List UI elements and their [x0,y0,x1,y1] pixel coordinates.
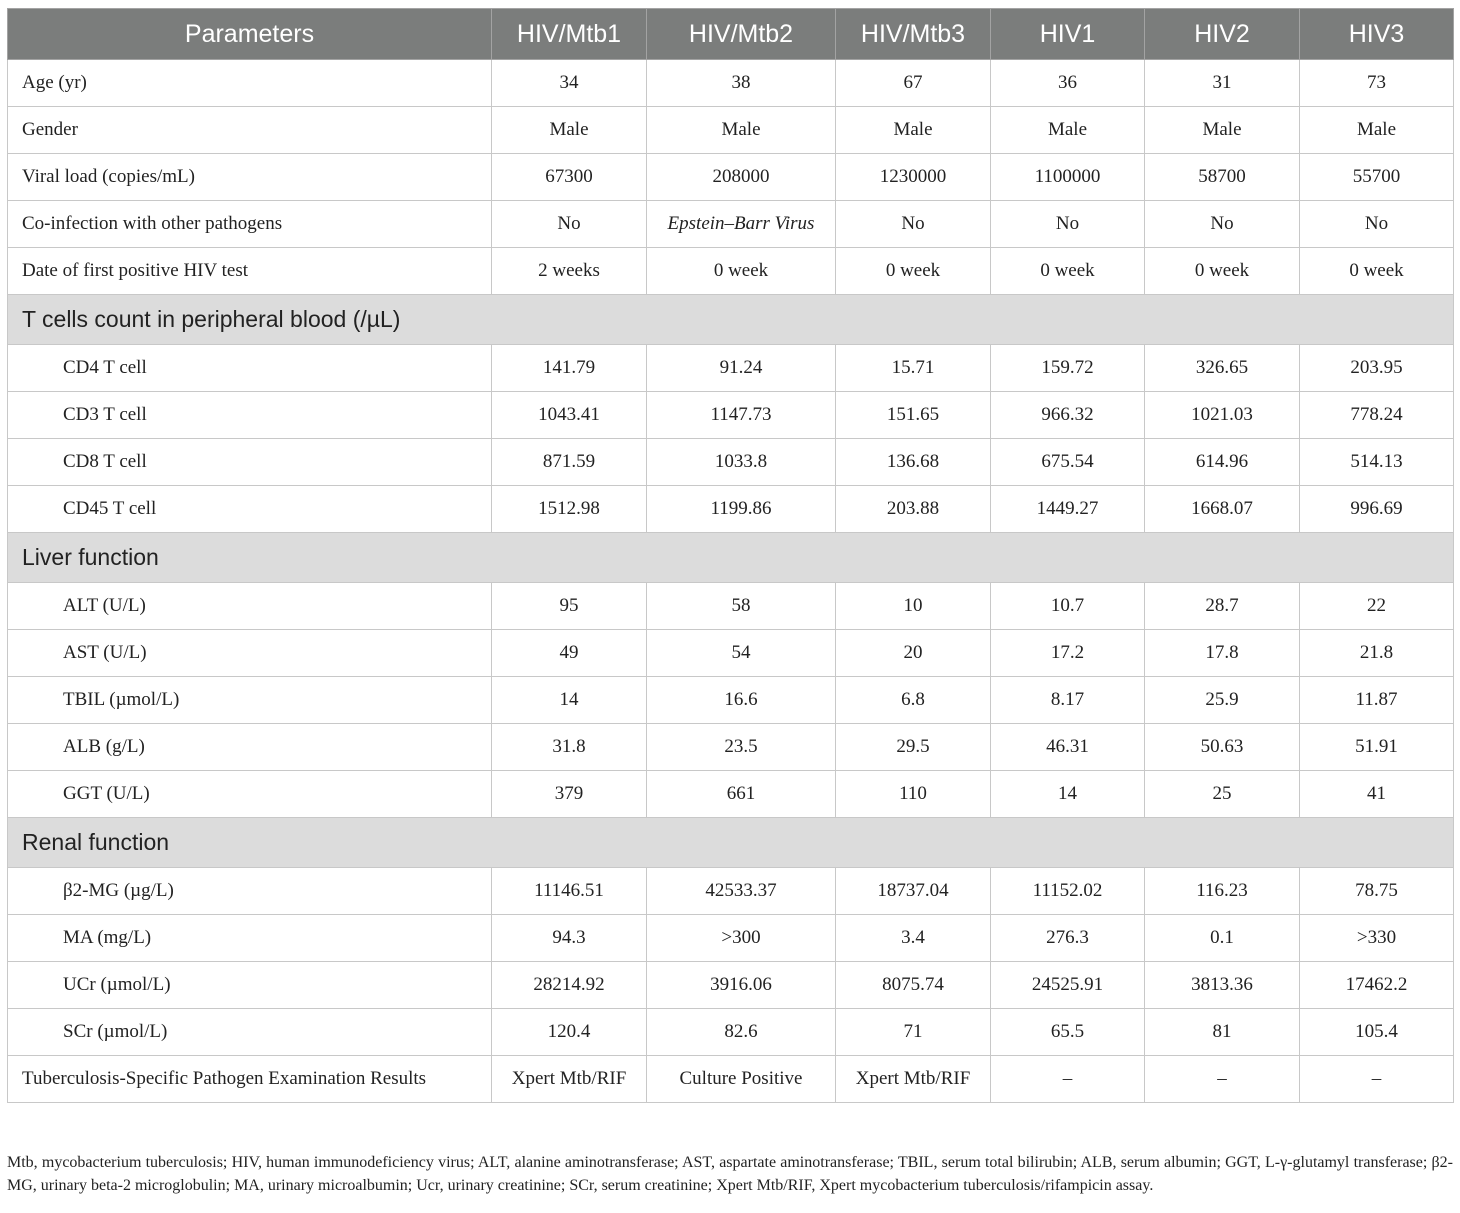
cell-value: 1199.86 [647,486,836,533]
table-header [8,9,1454,60]
cell-value: 778.24 [1300,392,1454,439]
table-footnote: Mtb, mycobacterium tuberculosis; HIV, human immunodeficiency virus; ALT, alanine aminotransferase; AST, aspartate aminotransferase; TBIL, serum total bilirubin; ALB, serum albumin; GGT, L-γ-glutamyl transferase; β2-MG, urinary beta-2 microglobulin; MA, urinary microalbumin; Ucr, urinary creatinine; SCr, serum creatinine; Xpert Mtb/RIF, Xpert mycobacterium tuberculosis/rifampicin assay. [7,1154,1453,1194]
row-label: MA (mg/L) [8,915,492,962]
cell-value: No [1145,201,1300,248]
cell-value: 58700 [1145,154,1300,201]
cell-value: 0 week [1300,248,1454,295]
cell-value: 1449.27 [991,486,1145,533]
cell-value: 996.69 [1300,486,1454,533]
table-row-age [8,60,1454,107]
table-row-co-infection [8,201,1454,248]
table-row-b2mg [8,868,1454,915]
row-label: ALB (g/L) [8,724,492,771]
cell-value: 34 [492,60,647,107]
table-row-cd3 [8,392,1454,439]
header-row [8,9,1454,60]
cell-value: 41 [1300,771,1454,818]
cell-value: 17462.2 [1300,962,1454,1009]
cell-value: Male [1300,107,1454,154]
header-hiv1: HIV1 [991,9,1145,60]
cell-value: 14 [492,677,647,724]
cell-value: 81 [1145,1009,1300,1056]
cell-value: 28214.92 [492,962,647,1009]
table-row-cd45 [8,486,1454,533]
cell-value: 25 [1145,771,1300,818]
table-row-viral-load [8,154,1454,201]
cell-value: 1668.07 [1145,486,1300,533]
cell-value: – [991,1056,1145,1103]
row-label: Gender [8,107,492,154]
cell-value: 8.17 [991,677,1145,724]
cell-value: 31 [1145,60,1300,107]
cell-value: 110 [836,771,991,818]
cell-value: Culture Positive [647,1056,836,1103]
cell-value: 0.1 [1145,915,1300,962]
cell-value: 29.5 [836,724,991,771]
row-label: CD45 T cell [8,486,492,533]
cell-value: 151.65 [836,392,991,439]
cell-value: 116.23 [1145,868,1300,915]
cell-value: 6.8 [836,677,991,724]
header-hiv-mtb2: HIV/Mtb2 [647,9,836,60]
cell-value: 36 [991,60,1145,107]
cell-value: 1512.98 [492,486,647,533]
cell-value: 0 week [647,248,836,295]
cell-value: 28.7 [1145,583,1300,630]
row-label: UCr (µmol/L) [8,962,492,1009]
section-title: T cells count in peripheral blood (/µL) [8,295,1454,345]
cell-value: 73 [1300,60,1454,107]
cell-value: – [1300,1056,1454,1103]
section-row-liver-function [8,533,1454,583]
cell-value: Male [836,107,991,154]
cell-value: 17.8 [1145,630,1300,677]
cell-value: 203.88 [836,486,991,533]
row-label: TBIL (µmol/L) [8,677,492,724]
table-row-tbil [8,677,1454,724]
cell-value: 54 [647,630,836,677]
table-row-alb [8,724,1454,771]
cell-value: 17.2 [991,630,1145,677]
header-parameters: Parameters [8,9,492,60]
section-title: Renal function [8,818,1454,868]
row-label: Age (yr) [8,60,492,107]
header-hiv-mtb3: HIV/Mtb3 [836,9,991,60]
cell-value: No [991,201,1145,248]
table-row-tb-pathogen-results [8,1056,1454,1103]
section-title: Liver function [8,533,1454,583]
table-row-first-positive-test [8,248,1454,295]
cell-value: 14 [991,771,1145,818]
header-hiv3: HIV3 [1300,9,1454,60]
cell-value: 8075.74 [836,962,991,1009]
cell-value: 50.63 [1145,724,1300,771]
section-row-t-cells [8,295,1454,345]
cell-value: 614.96 [1145,439,1300,486]
cell-value: 514.13 [1300,439,1454,486]
cell-value: 10.7 [991,583,1145,630]
cell-value: 67300 [492,154,647,201]
cell-value: 20 [836,630,991,677]
cell-value: 55700 [1300,154,1454,201]
row-label: SCr (µmol/L) [8,1009,492,1056]
cell-value: No [1300,201,1454,248]
cell-value: Xpert Mtb/RIF [492,1056,647,1103]
row-label: Tuberculosis-Specific Pathogen Examination Results [8,1056,492,1103]
cell-value: 82.6 [647,1009,836,1056]
cell-value: Epstein–Barr Virus [647,201,836,248]
cell-value: 1021.03 [1145,392,1300,439]
cell-value: 159.72 [991,345,1145,392]
cell-value: No [836,201,991,248]
cell-value: 276.3 [991,915,1145,962]
cell-value: 78.75 [1300,868,1454,915]
table-row-alt [8,583,1454,630]
cell-value: 120.4 [492,1009,647,1056]
cell-value: 1033.8 [647,439,836,486]
cell-value: 966.32 [991,392,1145,439]
cell-value: 58 [647,583,836,630]
cell-value: Male [1145,107,1300,154]
table-row-ma [8,915,1454,962]
table-row-ucr [8,962,1454,1009]
table-body [8,60,1454,1103]
cell-value: 67 [836,60,991,107]
cell-value: 11.87 [1300,677,1454,724]
cell-value: 23.5 [647,724,836,771]
cell-value: 2 weeks [492,248,647,295]
cell-value: 51.91 [1300,724,1454,771]
row-label: GGT (U/L) [8,771,492,818]
cell-value: No [492,201,647,248]
cell-value: 3916.06 [647,962,836,1009]
cell-value: 136.68 [836,439,991,486]
cell-value: 71 [836,1009,991,1056]
cell-value: 21.8 [1300,630,1454,677]
cell-value: 661 [647,771,836,818]
table-row-gender [8,107,1454,154]
header-hiv-mtb1: HIV/Mtb1 [492,9,647,60]
cell-value: 379 [492,771,647,818]
cell-value: 0 week [991,248,1145,295]
cell-value: 25.9 [1145,677,1300,724]
row-label: Viral load (copies/mL) [8,154,492,201]
cell-value: 95 [492,583,647,630]
row-label: β2-MG (µg/L) [8,868,492,915]
row-label: ALT (U/L) [8,583,492,630]
cell-value: 42533.37 [647,868,836,915]
table-row-cd4 [8,345,1454,392]
cell-value: 326.65 [1145,345,1300,392]
cell-value: 1043.41 [492,392,647,439]
cell-value: 871.59 [492,439,647,486]
row-label: CD8 T cell [8,439,492,486]
cell-value: 0 week [836,248,991,295]
cell-value: Male [991,107,1145,154]
cell-value: 1230000 [836,154,991,201]
cell-value: 49 [492,630,647,677]
cell-value: – [1145,1056,1300,1103]
cell-value: 22 [1300,583,1454,630]
table-row-cd8 [8,439,1454,486]
cell-value: Male [492,107,647,154]
cell-value: 91.24 [647,345,836,392]
header-hiv2: HIV2 [1145,9,1300,60]
cell-value: 46.31 [991,724,1145,771]
cell-value: 31.8 [492,724,647,771]
cell-value: >330 [1300,915,1454,962]
cell-value: 203.95 [1300,345,1454,392]
row-label: CD4 T cell [8,345,492,392]
cell-value: 3813.36 [1145,962,1300,1009]
cell-value: 18737.04 [836,868,991,915]
clinical-parameters-table-container [7,8,1453,1103]
cell-value: 16.6 [647,677,836,724]
table-row-ast [8,630,1454,677]
cell-value: Xpert Mtb/RIF [836,1056,991,1103]
cell-value: 3.4 [836,915,991,962]
row-label: CD3 T cell [8,392,492,439]
cell-value: 38 [647,60,836,107]
cell-value: 15.71 [836,345,991,392]
cell-value: 65.5 [991,1009,1145,1056]
clinical-parameters-table [7,8,1454,1103]
table-row-scr [8,1009,1454,1056]
cell-value: >300 [647,915,836,962]
cell-value: 11146.51 [492,868,647,915]
row-label: Co-infection with other pathogens [8,201,492,248]
cell-value: 105.4 [1300,1009,1454,1056]
cell-value: Male [647,107,836,154]
row-label: Date of first positive HIV test [8,248,492,295]
cell-value: 675.54 [991,439,1145,486]
cell-value: 0 week [1145,248,1300,295]
table-row-ggt [8,771,1454,818]
cell-value: 1147.73 [647,392,836,439]
cell-value: 94.3 [492,915,647,962]
cell-value: 11152.02 [991,868,1145,915]
cell-value: 208000 [647,154,836,201]
cell-value: 1100000 [991,154,1145,201]
cell-value: 24525.91 [991,962,1145,1009]
section-row-renal-function [8,818,1454,868]
cell-value: 141.79 [492,345,647,392]
row-label: AST (U/L) [8,630,492,677]
cell-value: 10 [836,583,991,630]
